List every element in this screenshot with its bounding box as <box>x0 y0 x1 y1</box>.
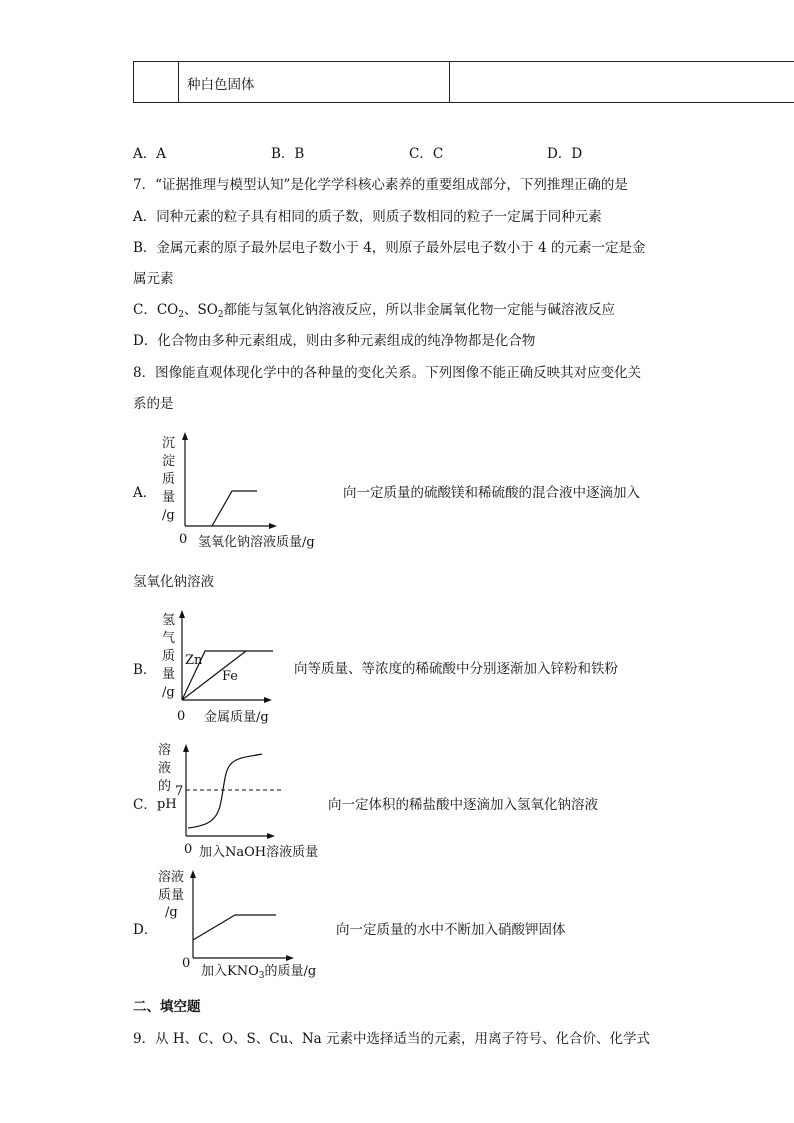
graph-a-xlabel: 氢氧化钠溶液质量/g <box>198 535 315 550</box>
graph-c-xlabel: 加入NaOH溶液质量 <box>199 845 319 860</box>
q8-option-d-label: D． <box>133 922 158 938</box>
q8-option-c-label: C． <box>133 797 157 813</box>
q9-stem: 9．从 H、C、O、S、Cu、Na 元素中选择适当的元素，用离子符号、化合价、化学式 <box>133 1031 650 1047</box>
q6-option-b: B．B <box>271 146 305 162</box>
q8-option-d-desc: 向一定质量的水中不断加入硝酸钾固体 <box>336 922 566 938</box>
graph-d-x-arrow <box>286 955 294 961</box>
graph-a-ylabel: 沉 <box>162 436 176 451</box>
q6-option-a: A．A <box>133 146 166 162</box>
graph-d-ylabel: /g <box>165 905 178 920</box>
graph-a-origin: 0 <box>179 532 188 547</box>
q7-option-a: A．同种元素的粒子具有相同的质子数，则质子数相同的粒子一定属于同种元素 <box>133 209 602 225</box>
section-title: 二、填空题 <box>133 999 201 1015</box>
graph-c-tick: 7 <box>175 784 184 799</box>
graph-d-xlabel: 加入$KNO_3$的质量/g <box>201 964 317 981</box>
graph-c-ylabel: 的 <box>158 779 172 794</box>
q8-option-a-desc-cont: 氢氧化钠溶液 <box>133 574 214 590</box>
graph-b-ylabel: 量 <box>162 667 176 682</box>
q7-option-b-cont: 属元素 <box>133 271 174 287</box>
graph-d-y-arrow <box>190 870 196 878</box>
graph-a-ylabel: 量 <box>162 490 176 505</box>
q8-option-c-desc: 向一定体积的稀盐酸中逐滴加入氢氧化钠溶液 <box>328 797 598 813</box>
q6-option-d: D．D <box>547 146 583 162</box>
graph-b-ylabel: 氢 <box>162 613 176 628</box>
q7-stem: 7．“证据推理与模型认知”是化学学科核心素养的重要组成部分，下列推理正确的是 <box>133 177 628 193</box>
graph-d-ylabel: 质量 <box>158 888 185 903</box>
graph-a-ylabel: /g <box>162 508 175 523</box>
graph-b-ylabel: 气 <box>162 631 176 646</box>
graph-b-ylabel: 质 <box>162 649 176 664</box>
q7-option-c: C．$CO_2$、$SO_2$都能与氢氧化钠溶液反应，所以非金属氧化物一定能与碱溶液反应 <box>133 302 616 320</box>
q8-stem-cont: 系的是 <box>133 396 174 412</box>
graph-d-ylabel: 溶液 <box>158 870 185 885</box>
q6-option-c: C．C <box>409 146 444 162</box>
q8-option-b-desc: 向等质量、等浓度的稀硫酸中分别逐渐加入锌粉和铁粉 <box>294 661 618 677</box>
q7-option-d: D．化合物由多种元素组成，则由多种元素组成的纯净物都是化合物 <box>133 333 536 349</box>
q8-option-a-desc: 向一定质量的硫酸镁和稀硫酸的混合液中逐滴加入 <box>343 485 640 501</box>
graph-c-ylabel: 溶 <box>158 743 172 758</box>
graph-c-ylabel: pH <box>157 797 177 812</box>
graph-b-ylabel: /g <box>162 685 175 700</box>
graph-b-fe-label: Fe <box>222 669 239 684</box>
graph-c-origin: 0 <box>184 842 193 857</box>
q7-option-b: B．金属元素的原子最外层电子数小于 4，则原子最外层电子数小于 4 的元素一定是金 <box>133 240 646 256</box>
table-cell: 种白色固体 <box>187 77 255 93</box>
graph-b-origin: 0 <box>177 709 186 724</box>
q8-option-a-label: A． <box>133 485 157 501</box>
q8-option-b-label: B． <box>133 662 157 678</box>
graph-a-ylabel: 质 <box>162 472 176 487</box>
graph-c-ylabel: 液 <box>158 761 172 776</box>
graph-d-curve <box>193 915 276 940</box>
graph-d-origin: 0 <box>182 956 191 971</box>
graph-b-xlabel: 金属质量/g <box>204 710 269 725</box>
q8-stem: 8．图像能直观体现化学中的各种量的变化关系。下列图像不能正确反映其对应变化关 <box>133 365 642 381</box>
graph-b-zn-label: Zn <box>185 653 203 668</box>
graph-a-ylabel: 淀 <box>162 454 176 469</box>
